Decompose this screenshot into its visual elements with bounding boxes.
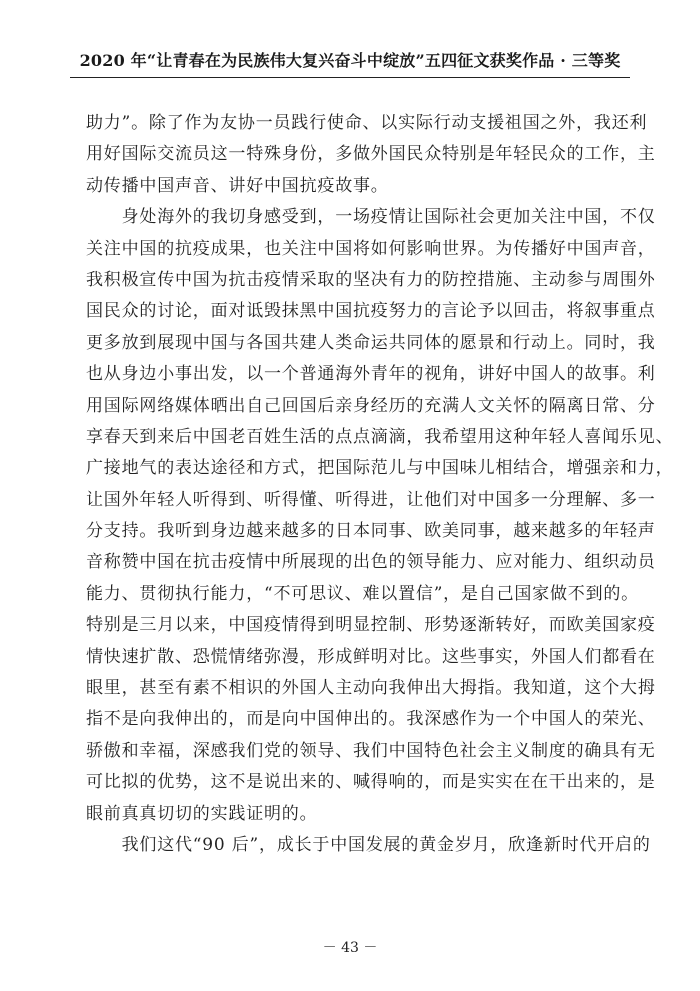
text-line: 身处海外的我切身感受到，一场疫情让国际社会更加关注中国，不仅 bbox=[86, 207, 656, 228]
text-line: 可比拟的优势，这不是说出来的、喊得响的，而是实实在在干出来的，是 bbox=[86, 772, 656, 793]
page-number: － 43 － bbox=[322, 940, 378, 956]
text-line: 我积极宣传中国为抗击疫情采取的坚决有力的防控措施、主动参与周围外 bbox=[86, 269, 656, 290]
text-line: 眼里，甚至有素不相识的外国人主动向我伸出大拇指。我知道，这个大拇 bbox=[86, 678, 656, 699]
text-line: 音称赞中国在抗击疫情中所展现的出色的领导能力、应对能力、组织动员 bbox=[86, 552, 656, 573]
text-line: 用好国际交流员这一特殊身份，多做外国民众特别是年轻民众的工作，主 bbox=[86, 144, 656, 165]
text-line: 指不是向我伸出的，而是向中国伸出的。我深感作为一个中国人的荣光、 bbox=[86, 709, 656, 730]
text-line: 能力、贯彻执行能力，“不可思议、难以置信”，是自己国家做不到的。 bbox=[86, 583, 639, 604]
text-line: 享春天到来后中国老百姓生活的点点滴滴，我希望用这种年轻人喜闻乐见、 bbox=[86, 426, 674, 447]
text-line: 助力”。除了作为友协一员践行使命、以实际行动支援祖国之外，我还利 bbox=[86, 113, 648, 133]
text-line: 眼前真真切切的实践证明的。 bbox=[86, 803, 318, 824]
text-line: 我们这代“90 后”，成长于中国发展的黄金岁月，欣逢新时代开启的 bbox=[86, 834, 651, 855]
text-line: 更多放到展现中国与各国共建人类命运共同体的愿景和行动上。同时，我 bbox=[86, 332, 656, 353]
text-line: 动传播中国声音、讲好中国抗疫故事。 bbox=[86, 175, 389, 196]
text-line: 特别是三月以来，中国疫情得到明显控制、形势逐渐转好，而欧美国家疫 bbox=[86, 615, 656, 636]
header-divider bbox=[70, 77, 630, 78]
page-header-title: 2020 年“让青春在为民族伟大复兴奋斗中绽放”五四征文获奖作品 · 三等奖 bbox=[79, 51, 621, 70]
text-line: 情快速扩散、恐慌情绪弥漫，形成鲜明对比。这些事实，外国人们都看在 bbox=[86, 646, 656, 667]
text-line: 骄傲和幸福，深感我们党的领导、我们中国特色社会主义制度的确具有无 bbox=[86, 740, 656, 761]
text-line: 分支持。我听到身边越来越多的日本同事、欧美同事，越来越多的年轻声 bbox=[86, 521, 656, 542]
text-line: 广接地气的表达途径和方式，把国际范儿与中国味儿相结合，增强亲和力， bbox=[86, 458, 674, 479]
text-line: 用国际网络媒体晒出自己回国后亲身经历的充满人文关怀的隔离日常、分 bbox=[86, 395, 656, 416]
body-text bbox=[86, 108, 674, 861]
text-line: 让国外年轻人听得到、听得懂、听得进，让他们对中国多一分理解、多一 bbox=[86, 489, 656, 510]
text-line: 关注中国的抗疫成果，也关注中国将如何影响世界。为传播好中国声音， bbox=[86, 238, 656, 259]
text-line: 国民众的讨论，面对诋毁抹黑中国抗疫努力的言论予以回击，将叙事重点 bbox=[86, 301, 656, 322]
text-line: 也从身边小事出发，以一个普通海外青年的视角，讲好中国人的故事。利 bbox=[86, 364, 656, 385]
